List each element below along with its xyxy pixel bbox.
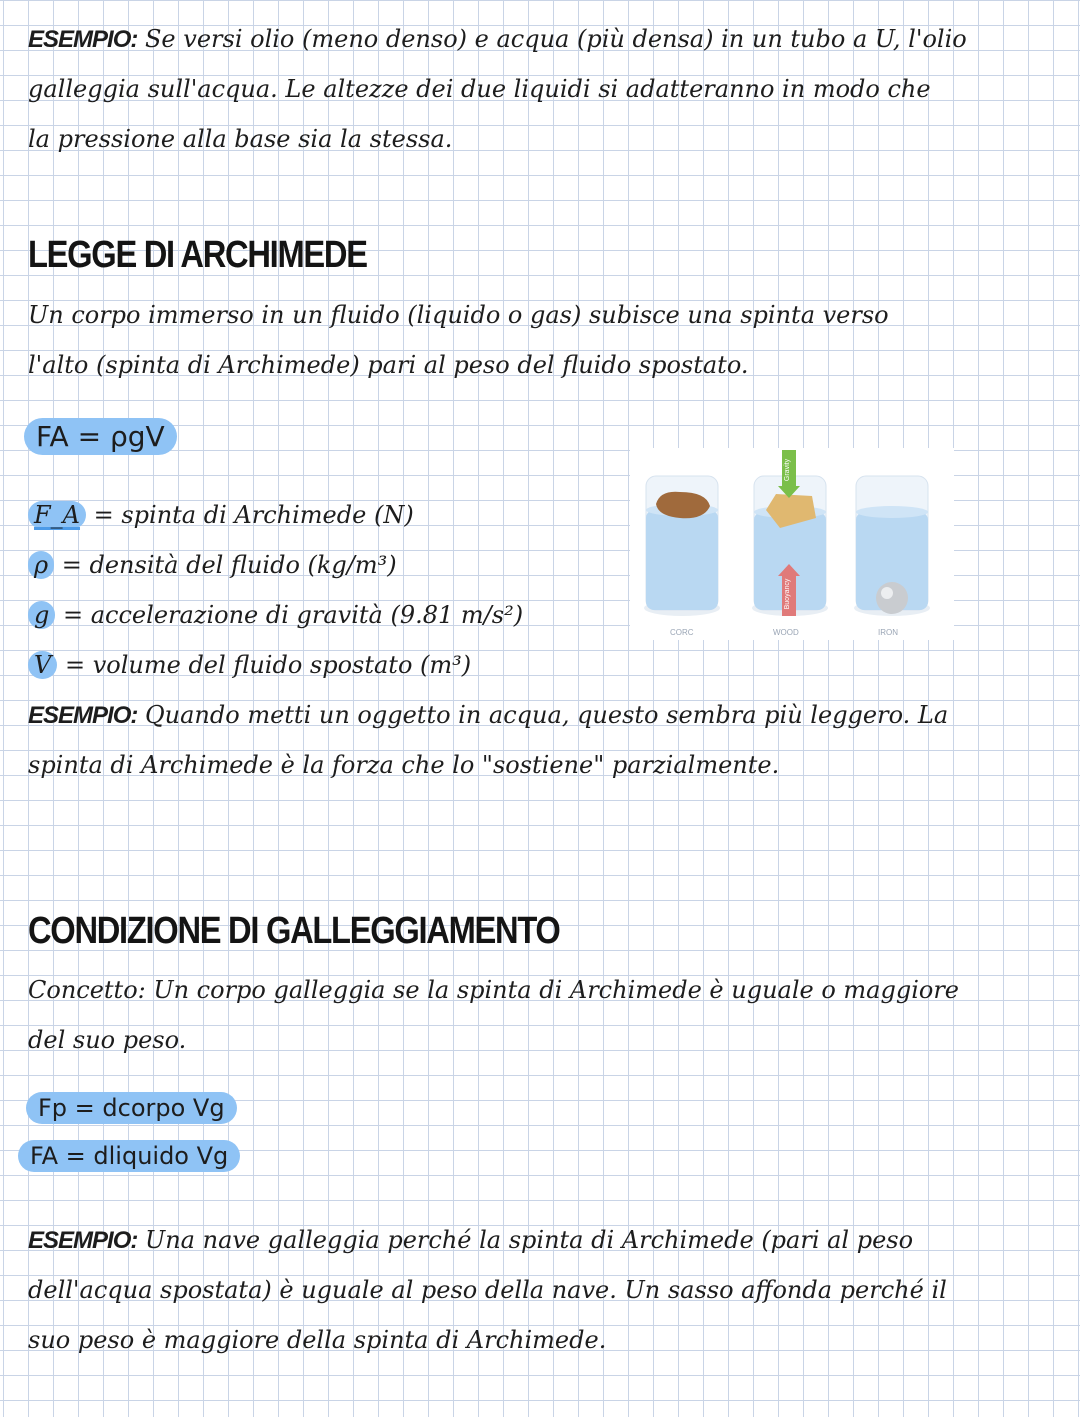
- galleggiamento-example-text-1: Una nave galleggia perché la spinta di Archimede (pari al peso: [137, 1226, 914, 1254]
- weight-formula: Fp = dcorpo Vg: [26, 1092, 237, 1124]
- galleggiamento-example-line-1: [28, 1225, 913, 1256]
- archimede-example-line-1: [28, 700, 948, 731]
- example1-text-1: Se versi olio (meno denso) e acqua (più densa) in un tubo a U, l'olio: [137, 25, 967, 53]
- example1-line-3: la pressione alla base sia la stessa.: [28, 125, 453, 153]
- wood-cylinder: [752, 450, 828, 616]
- cylinders-illustration: [630, 448, 954, 640]
- caption-cork: CORC: [670, 628, 694, 637]
- definition-fa: [28, 500, 414, 530]
- iron-cylinder: [854, 476, 930, 616]
- galleggiamento-line-1: Concetto: Un corpo galleggia se la spinta di Archimede è uguale o maggiore: [28, 976, 960, 1004]
- example-tag: ESEMPIO:: [28, 1227, 138, 1254]
- caption-iron: IRON: [878, 628, 898, 637]
- buoyancy-formula: FA = dliquido Vg: [18, 1140, 240, 1172]
- definition-text: = accelerazione di gravità (9.81 m/s²): [55, 601, 524, 629]
- symbol-v: V: [28, 651, 57, 679]
- section-title-archimede: LEGGE DI ARCHIMEDE: [28, 234, 367, 276]
- symbol-rho: ρ: [28, 551, 54, 579]
- definition-text: = densità del fluido (kg/m³): [54, 551, 397, 579]
- definition-text: = spinta di Archimede (N): [85, 501, 414, 529]
- archimede-example-text-1: Quando metti un oggetto in acqua, questo sembra più leggero. La: [137, 701, 949, 729]
- example1-line-1: [28, 24, 967, 55]
- gravity-label: Gravity: [784, 458, 791, 482]
- archimede-formula: FA = ρgV: [24, 418, 177, 455]
- galleggiamento-example-line-3: suo peso è maggiore della spinta di Archimede.: [28, 1326, 607, 1354]
- section-title-galleggiamento: CONDIZIONE DI GALLEGGIAMENTO: [28, 910, 560, 952]
- symbol-fa: F_A: [28, 501, 86, 529]
- definition-g: [28, 600, 523, 630]
- example-tag: ESEMPIO:: [28, 702, 138, 729]
- definition-v: [28, 650, 471, 680]
- caption-wood: WOOD: [773, 628, 799, 637]
- archimede-line-1: Un corpo immerso in un fluido (liquido o gas) subisce una spinta verso: [28, 301, 889, 329]
- example1-line-2: galleggia sull'acqua. Le altezze dei due liquidi si adatteranno in modo che: [28, 75, 931, 103]
- galleggiamento-example-line-2: dell'acqua spostata) è uguale al peso della nave. Un sasso affonda perché il: [28, 1276, 947, 1304]
- archimede-example-line-2: spinta di Archimede è la forza che lo "sostiene" parzialmente.: [28, 751, 780, 779]
- buoyancy-label: Buoyancy: [784, 578, 791, 610]
- buoyancy-figure: [630, 448, 954, 640]
- definition-text: = volume del fluido spostato (m³): [57, 651, 472, 679]
- definition-rho: [28, 550, 397, 580]
- example-tag: ESEMPIO:: [28, 26, 138, 53]
- galleggiamento-line-2: del suo peso.: [28, 1026, 187, 1054]
- cork-cylinder: [644, 476, 720, 616]
- archimede-line-2: l'alto (spinta di Archimede) pari al peso del fluido spostato.: [28, 351, 749, 379]
- symbol-g: g: [28, 601, 55, 629]
